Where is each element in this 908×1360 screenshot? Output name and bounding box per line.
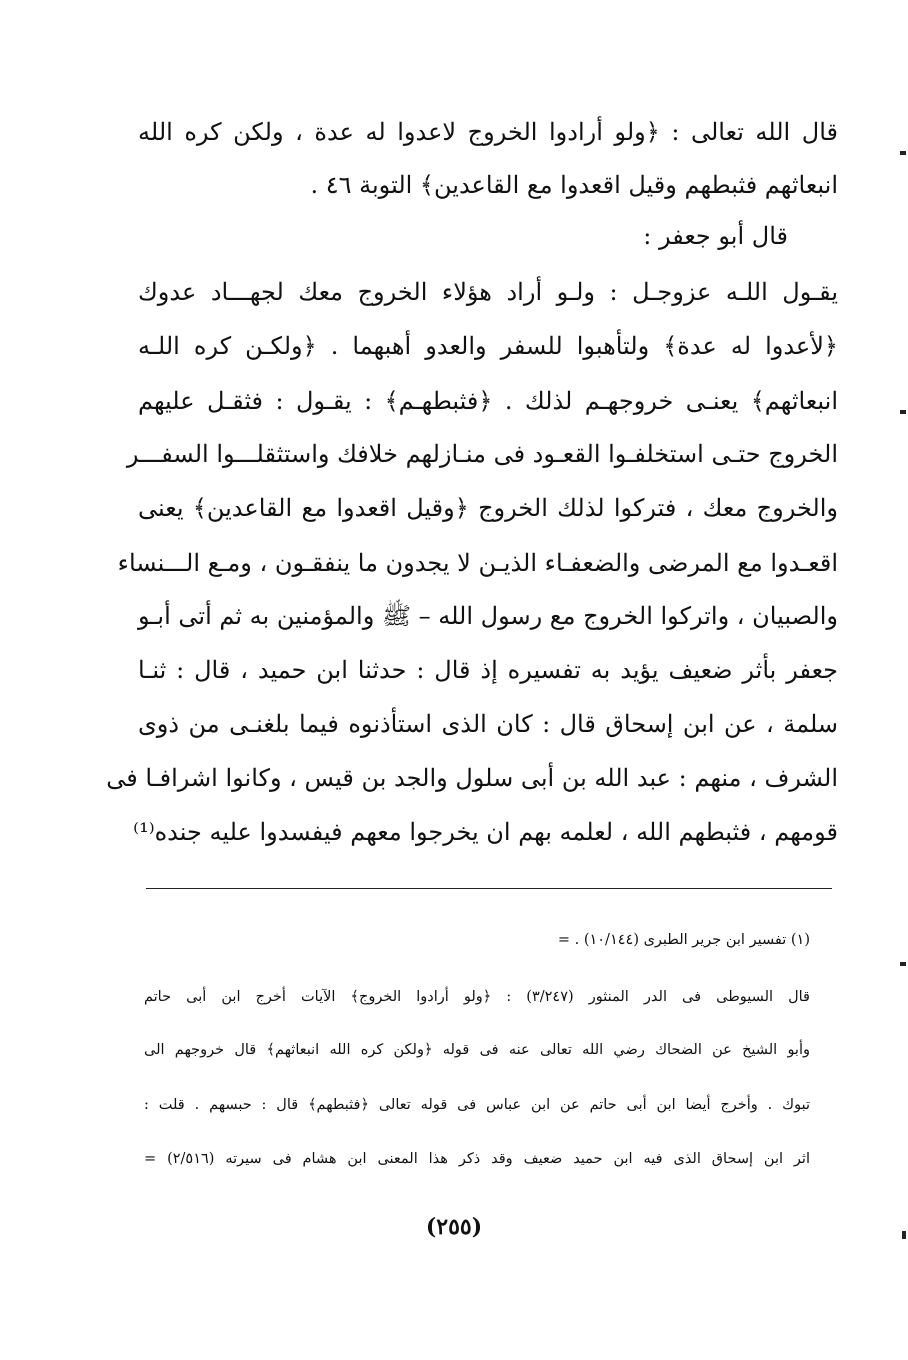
scan-edge-mark [900,410,906,414]
main-text-line: الشرف ، منهم : عبد الله بن أبى سلول والجد بن قيس ، وكانوا اشرافـا فى [106,764,838,792]
main-text-line: والصبيان ، واتركوا الخروج مع رسول الله – ﷺ والمؤمنين به ثم أتى أبـو [138,602,838,630]
scan-edge-mark [900,962,906,966]
main-text-line: جعفر بأثر ضعيف يؤيد به تفسيره إذ قال : حدثنا ابن حميد ، قال : ثنـا [138,656,838,684]
page-number: (٢٥٥) [425,1214,483,1240]
main-text-line: قومهم ، فثبطهم الله ، لعلمه بهم ان يخرجوا معهم فيفسدوا عليه جنده⁽¹⁾ [133,818,838,846]
main-text-line: قال أبو جعفر : [643,222,788,250]
main-text-line: سلمة ، عن ابن إسحاق قال : كان الذى استأذنوه فيما بلغنـى من ذوى [138,710,838,738]
footnote-line: (١) تفسير ابن جرير الطبرى (١٠/١٤٤) . = [557,932,810,948]
footnote-separator [146,888,832,889]
main-text-line: الخروج حتـى استخلفـوا القعـود فى منـازلهم خلافك واستثقلـــوا السفـــر [126,440,838,468]
scan-edge-mark [900,151,906,155]
main-text-line: قال الله تعالى : ﴿ولو أرادوا الخروج لاعدوا له عدة ، ولكن كره الله [138,118,838,146]
main-text-line: ﴿لأعدوا له عدة﴾ ولتأهبوا للسفر والعدو أهبهما . ﴿ولكـن كره اللـه [138,332,838,360]
main-text-line: والخروج معك ، فتركوا لذلك الخروج ﴿وقيل اقعدوا مع القاعدين﴾ يعنى [138,494,839,522]
main-text-line: اقعـدوا مع المرضى والضعفـاء الذيـن لا يجدون ما ينفقـون ، ومـع الـــنساء [117,549,838,577]
footnote-line: قال السيوطى فى الدر المنثور (٣/٢٤٧) : ﴿ولو أرادوا الخروج﴾ الآيات أخرج ابن أبى حاتم [144,989,810,1005]
main-text-line: انبعاثهم فثبطهم وقيل اقعدوا مع القاعدين﴾ التوبة ٤٦ . [310,171,838,199]
footnote-line: اثر ابن إسحاق الذى فيه ابن حميد ضعيف وقد ذكر هذا المعنى ابن هشام فى سيرته (٢/٥١٦) = [144,1151,810,1167]
scan-edge-mark [902,1231,906,1239]
footnote-line: وأبو الشيخ عن الضحاك رضي الله تعالى عنه فى قوله ﴿ولكن كره الله انبعاثهم﴾ قال خروجهم الى [144,1042,810,1058]
main-text-line: يقـول اللـه عزوجـل : ولـو أراد هؤلاء الخروج معك لجهـــاد عدوك [138,278,838,306]
footnote-line: تبوك . وأخرج أيضا ابن أبى حاتم عن ابن عباس فى قوله تعالى ﴿فثبطهم﴾ قال : حبسهم . قلت : [144,1097,810,1113]
main-text-line: انبعاثهم﴾ يعنـى خروجهـم لذلك . ﴿فثبطهـم﴾ : يقـول : فثقـل عليهم [138,387,838,415]
